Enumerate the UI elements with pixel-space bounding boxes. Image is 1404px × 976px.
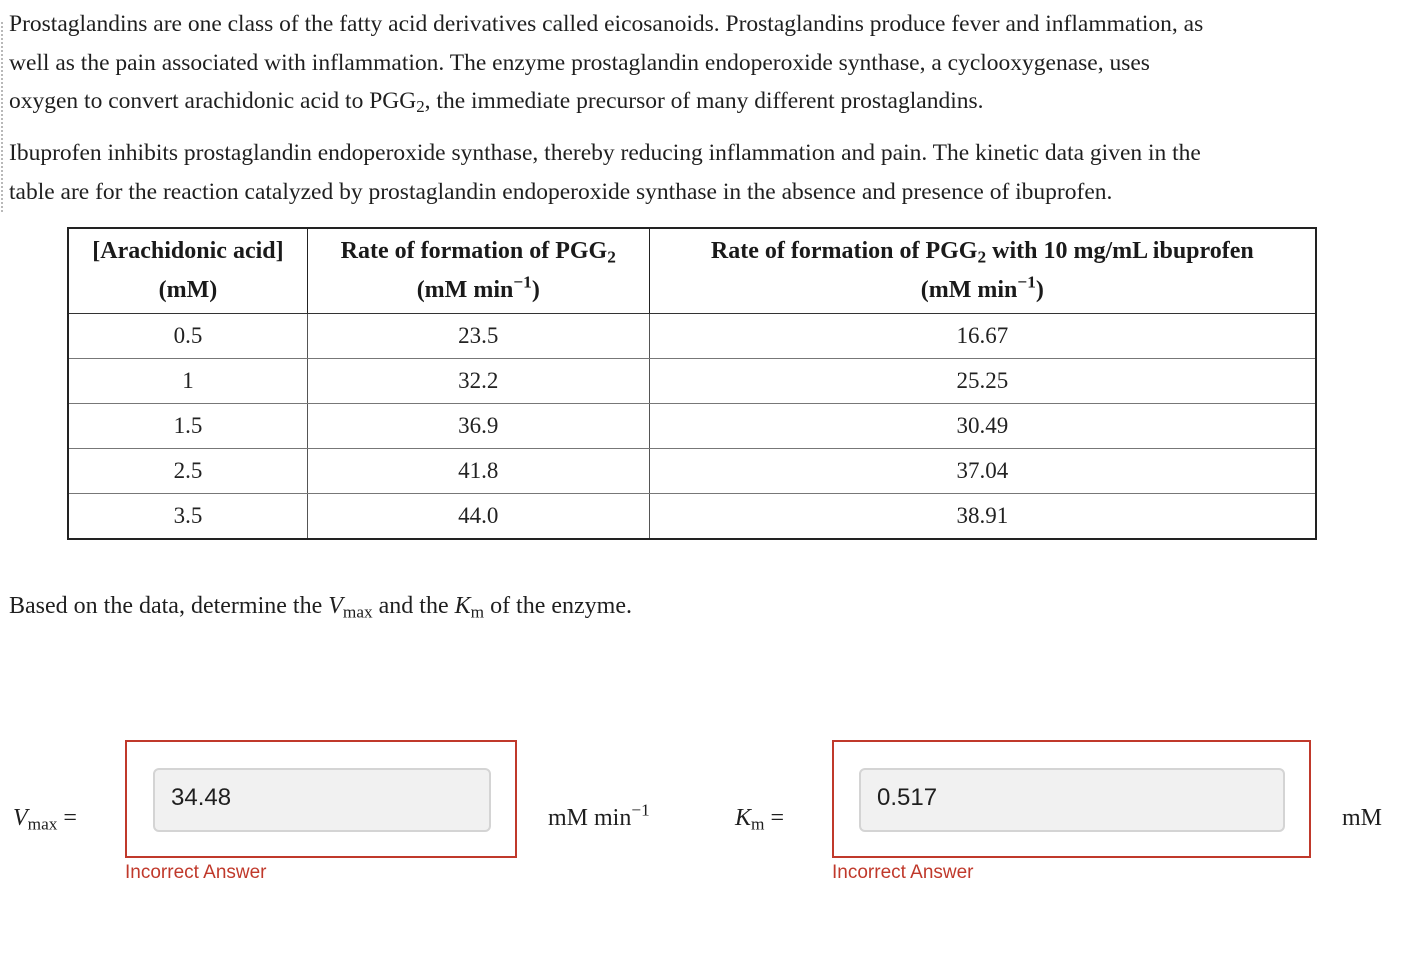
table-header-row: [68, 228, 1316, 314]
table-row: [68, 359, 1316, 404]
cell-rate-ibuprofen: 37.04: [649, 449, 1316, 494]
table-row: [68, 494, 1316, 540]
vmax-answer-box: [125, 740, 517, 858]
vmax-feedback: Incorrect Answer: [125, 862, 267, 883]
question-prompt: Based on the data, determine the $V_{max}$ and the $K_m$ of the enzyme.: [9, 593, 632, 622]
cell-concentration: 1.5: [68, 404, 307, 449]
header-arachidonic-acid: [Arachidonic acid] (mM): [68, 228, 307, 314]
cell-rate: 32.2: [307, 359, 649, 404]
cell-rate: 44.0: [307, 494, 649, 540]
table-row: [68, 314, 1316, 359]
intro-line: Ibuprofen inhibits prostaglandin endoperoxide synthase, thereby reducing inflammation and pain. The kinetic data given in the: [9, 140, 1201, 166]
cell-rate: 23.5: [307, 314, 649, 359]
km-label: $K_m$ =: [735, 805, 784, 834]
km-input[interactable]: 0.517: [859, 768, 1285, 832]
vmax-label: $V_{max}$ =: [13, 805, 77, 834]
table-row: [68, 404, 1316, 449]
cell-rate-ibuprofen: 16.67: [649, 314, 1316, 359]
intro-paragraph-1: [9, 5, 1394, 121]
cell-rate: 41.8: [307, 449, 649, 494]
vmax-unit: mM $\min^{-1}$: [548, 800, 650, 831]
intro-paragraph-2: [9, 134, 1394, 211]
km-unit: mM: [1342, 805, 1383, 831]
cell-rate: 36.9: [307, 404, 649, 449]
intro-line: table are for the reaction catalyzed by prostaglandin endoperoxide synthase in the absence and presence of ibuprofen.: [9, 178, 1113, 205]
cell-concentration: 0.5: [68, 314, 307, 359]
cell-rate-ibuprofen: 25.25: [649, 359, 1316, 404]
cell-rate-ibuprofen: 30.49: [649, 404, 1316, 449]
intro-line: Prostaglandins are one class of the fatty acid derivatives called eicosanoids. Prostaglandins produce fever and inflammation, as: [9, 11, 1204, 37]
table-row: [68, 449, 1316, 494]
intro-line: oxygen to convert arachidonic acid to $PGG_2$, the immediate precursor of many different prostaglandins.: [9, 88, 984, 117]
header-rate-pgg2-ibuprofen: Rate of formation of $PGG_2$ with 10 mg/mL ibuprofen (mM $\min^{-1}$): [649, 228, 1316, 314]
intro-line: well as the pain associated with inflammation. The enzyme prostaglandin endoperoxide synthase, a cyclooxygenase, uses: [9, 49, 1150, 76]
header-rate-pgg2: Rate of formation of $PGG_2$ (mM $\min^{-1}$): [307, 228, 649, 314]
cell-rate-ibuprofen: 38.91: [956, 503, 1009, 528]
km-answer-box: [832, 740, 1311, 858]
kinetic-data-table: [67, 227, 1317, 540]
left-edge-rule: [1, 22, 6, 212]
vmax-input[interactable]: 34.48: [153, 768, 491, 832]
cell-concentration: 2.5: [68, 449, 307, 494]
cell-concentration: 1: [68, 359, 307, 404]
cell-concentration: 3.5: [68, 494, 307, 540]
km-feedback: Incorrect Answer: [832, 862, 974, 883]
